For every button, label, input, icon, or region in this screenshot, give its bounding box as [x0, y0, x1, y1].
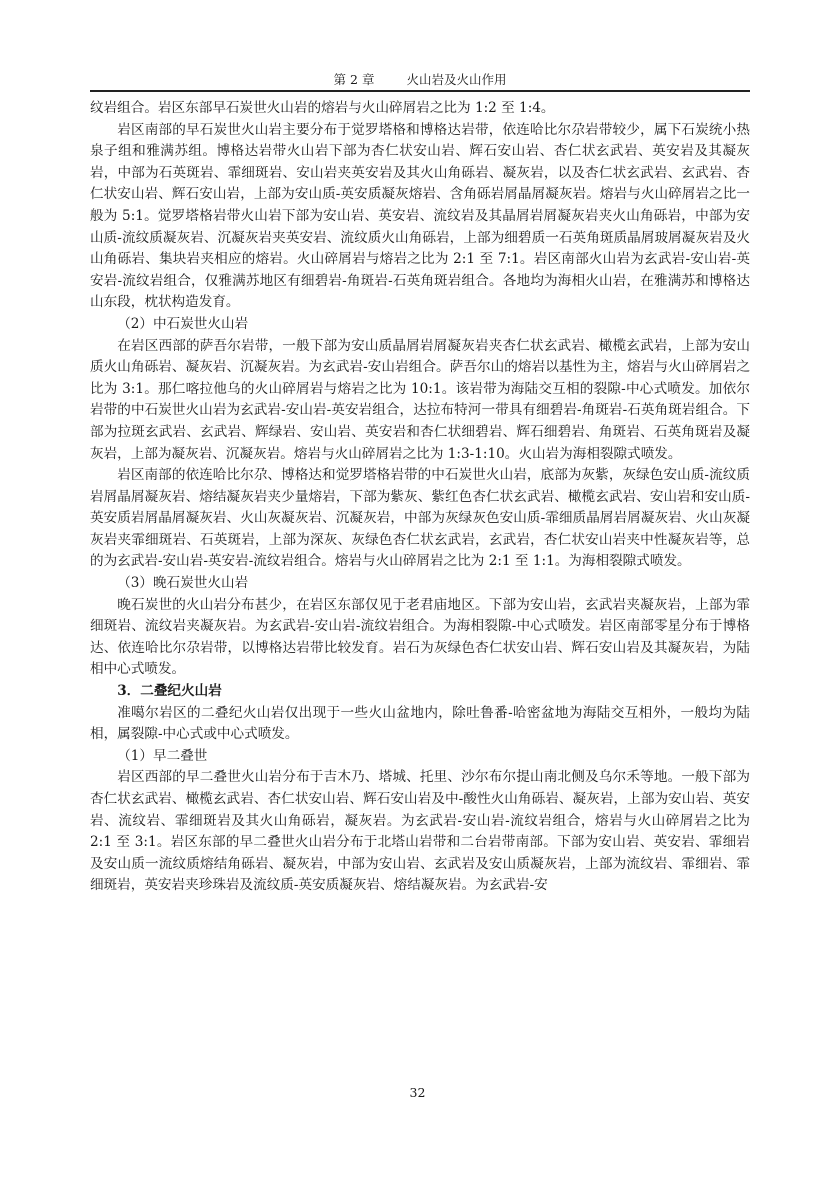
running-header	[90, 70, 750, 90]
paragraph-continuation: 纹岩组合。岩区东部早石炭世火山岩的熔岩与火山碎屑岩之比为 1:2 至 1:4。	[90, 100, 555, 116]
paragraph-permian-intro: 准噶尔岩区的二叠纪火山岩仅出现于一些火山盆地内，除吐鲁番-哈密盆地为海陆交互相外，一般均为陆相，属裂隙-中心式或中心式喷发。	[90, 704, 750, 743]
chapter-title: 火山岩及火山作用	[406, 72, 507, 87]
subheading-late-carboniferous: （3）晚石炭世火山岩	[117, 575, 249, 592]
paragraph-middle-carboniferous-south: 岩区南部的依连哈比尔尕、博格达和觉罗塔格岩带的中石炭世火山岩，底部为灰紫，灰绿色安山质-流纹质岩屑晶屑凝灰岩、熔结凝灰岩夹少量熔岩，下部为紫灰、紫红色杏仁状玄武岩、橄榄玄武岩、安山岩和安山质-英安质岩屑晶屑凝灰岩、火山灰凝灰岩、沉凝灰岩，中部为灰绿灰色安山质-霏细质晶屑岩屑凝灰岩、火山灰凝灰岩夹霏细斑岩、石英斑岩，上部为深灰、灰绿色杏仁状玄武岩，玄武岩，杏仁状安山岩夹中性凝灰岩等，总的为玄武岩-安山岩-英安岩-流纹岩组合。熔岩与火山碎屑岩之比为 2:1 至 1:1。为海相裂隙式喷发。	[90, 467, 750, 570]
subheading-early-permian: （1）早二叠世	[117, 747, 208, 764]
page-number: 32	[409, 1085, 426, 1100]
paragraph-early-permian: 岩区西部的早二叠世火山岩分布于吉木乃、塔城、托里、沙尔布尔提山南北侧及乌尔禾等地。一般下部为杏仁状玄武岩、橄榄玄武岩、杏仁状安山岩、辉石安山岩及中-酸性火山角砾岩、凝灰岩，上部为安山岩、英安岩、流纹岩、霏细斑岩及其火山角砾岩，凝灰岩。为玄武岩-安山岩-流纹岩组合，熔岩与火山碎屑岩之比为 2:1 至 3:1。岩区东部的早二叠世火山岩分布于北塔山岩带和二台岩带南部。下部为安山岩、英安岩、霏细岩及安山质一流纹质熔结角砾岩、凝灰岩，中部为安山岩、玄武岩及安山质凝灰岩，上部为流纹岩、霏细岩、霏细斑岩，英安岩夹珍珠岩及流纹质-英安质凝灰岩、熔结凝灰岩。为玄武岩-安	[90, 769, 750, 894]
paragraph-early-carboniferous-south: 岩区南部的早石炭世火山岩主要分布于觉罗塔格和博格达岩带，依连哈比尔尕岩带较少，属下石炭统小热泉子组和雅满苏组。博格达岩带火山岩下部为杏仁状安山岩、辉石安山岩、杏仁状玄武岩、英安岩及其凝灰岩，中部为石英斑岩、霏细斑岩、安山岩夹英安岩及其火山角砾岩、凝灰岩，以及杏仁状玄武岩、玄武岩、杏仁状安山岩、辉石安山岩，上部为安山质-英安质凝灰熔岩、含角砾岩屑晶屑凝灰岩。熔岩与火山碎屑岩之比一般为 5:1。觉罗塔格岩带火山岩下部为安山岩、英安岩、流纹岩及其晶屑岩屑凝灰岩夹火山角砾岩，中部为安山质-流纹质凝灰岩、沉凝灰岩夹英安岩、流纹质火山角砾岩，上部为细碧质一石英角斑质晶屑玻屑凝灰岩及火山角砾岩、集块岩夹相应的熔岩。火山碎屑岩与熔岩之比为 2:1 至 7:1。岩区南部火山岩为玄武岩-安山岩-英安岩-流纹岩组合，仅雅满苏地区有细碧岩-角斑岩-石英角斑岩组合。各地均为海相火山岩，在雅满苏和博格达山东段，枕状构造发育。	[90, 121, 750, 311]
page-body	[90, 98, 750, 897]
section-heading-permian: 3．二叠纪火山岩	[117, 683, 222, 700]
chapter-number: 第 2 章	[333, 72, 375, 87]
paragraph-late-carboniferous: 晚石炭世的火山岩分布甚少，在岩区东部仅见于老君庙地区。下部为安山岩，玄武岩夹凝灰岩，上部为霏细斑岩、流纹岩夹凝灰岩。为玄武岩-安山岩-流纹岩组合。为海相裂隙-中心式喷发。岩区南部零星分布于博格达、依连哈比尔尕岩带，以博格达岩带比较发育。岩石为灰绿色杏仁状安山岩、辉石安山岩及其凝灰岩，为陆相中心式喷发。	[90, 596, 750, 678]
header-rule	[90, 90, 750, 92]
subheading-middle-carboniferous: （2）中石炭世火山岩	[117, 315, 249, 332]
paragraph-middle-carboniferous-west: 在岩区西部的萨吾尔岩带，一般下部为安山质晶屑岩屑凝灰岩夹杏仁状玄武岩、橄榄玄武岩，上部为安山质火山角砾岩、凝灰岩、沉凝灰岩。为玄武岩-安山岩组合。萨吾尔山的熔岩以基性为主，熔岩与火山碎屑岩之比为 3:1。那仁喀拉他乌的火山碎屑岩与熔岩之比为 10:1。该岩带为海陆交互相的裂隙-中心式喷发。加依尔岩带的中石炭世火山岩为玄武岩-安山岩-英安岩组合，达拉布特河一带具有细碧岩-角斑岩-石英角斑岩组合。下部为拉斑玄武岩、玄武岩、辉绿岩、安山岩、英安岩和杏仁状细碧岩、辉石细碧岩、角斑岩、石英角斑岩及凝灰岩，上部为凝灰岩、沉凝灰岩。熔岩与火山碎屑岩之比为 1:3-1:10。火山岩为海相裂隙式喷发。	[90, 337, 750, 462]
